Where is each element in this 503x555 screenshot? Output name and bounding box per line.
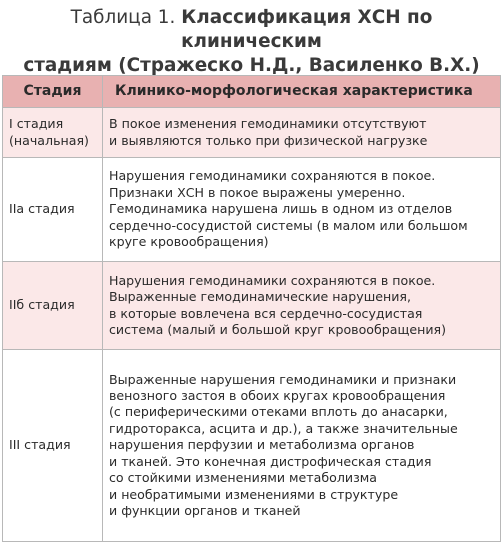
description-cell <box>103 108 501 158</box>
description-cell <box>103 158 501 262</box>
description-line: Выраженные гемодинамические нарушения, <box>109 289 411 305</box>
header-stage: Стадия <box>3 76 103 108</box>
table-row <box>3 108 501 158</box>
description-line: Признаки ХСН в покое выражены умеренно. <box>109 184 406 200</box>
stage-label: I стадия <box>9 116 64 132</box>
table-number: Таблица 1. <box>70 7 182 28</box>
description-line: и тканей. Это конечная дистрофическая стадия <box>109 453 432 469</box>
table-row <box>3 262 501 350</box>
description-line: нарушения перфузии и метаболизма органов <box>109 437 415 453</box>
stage-label: IIб стадия <box>9 297 75 313</box>
table-header-row <box>3 76 501 108</box>
table-row <box>3 350 501 542</box>
description-line: сердечно-сосудистой системы (в малом или большом <box>109 217 468 233</box>
description-line: Гемодинамика нарушена лишь в одном из отделов <box>109 201 453 217</box>
table-title <box>2 6 501 78</box>
description-line: В покое изменения гемодинамики отсутствуют <box>109 116 427 132</box>
description-line: Нарушения гемодинамики сохраняются в покое. <box>109 272 436 288</box>
stage-label: III стадия <box>9 437 71 453</box>
description-line: Выраженные нарушения гемодинамики и признаки <box>109 371 457 387</box>
description-line: и функции органов и тканей <box>109 502 301 518</box>
description-line: и необратимыми изменениями в структуре <box>109 486 399 502</box>
description-line: со стойкими изменениями метаболизма <box>109 470 377 486</box>
stage-cell <box>3 158 103 262</box>
description-line: система (малый и большой круг кровообращения) <box>109 321 447 337</box>
description-line: круге кровообращения) <box>109 234 269 250</box>
description-line: и выявляются только при физической нагрузке <box>109 132 428 148</box>
stage-cell <box>3 350 103 542</box>
description-line: гидроторакса, асцита и др.), а также значительные <box>109 420 458 436</box>
classification-table <box>2 75 501 542</box>
description-line: Нарушения гемодинамики сохраняются в покое. <box>109 168 436 184</box>
stage-cell <box>3 108 103 158</box>
description-line: венозного застоя в обоих кругах кровообращения <box>109 388 446 404</box>
title-line-2: стадиям (Стражеско Н.Д., Василенко В.Х.) <box>23 55 480 76</box>
description-cell <box>103 262 501 350</box>
table-row <box>3 158 501 262</box>
description-line: (с периферическими отеками вплоть до анасарки, <box>109 404 448 420</box>
stage-sublabel: (начальная) <box>9 132 89 148</box>
stage-label: IIа стадия <box>9 201 75 217</box>
title-line-1: Классификация ХСН по клиническим <box>181 7 433 52</box>
description-cell <box>103 350 501 542</box>
header-characteristic: Клинико-морфологическая характеристика <box>103 76 501 108</box>
description-line: в которые вовлечена вся сердечно-сосудистая <box>109 305 423 321</box>
stage-cell <box>3 262 103 350</box>
